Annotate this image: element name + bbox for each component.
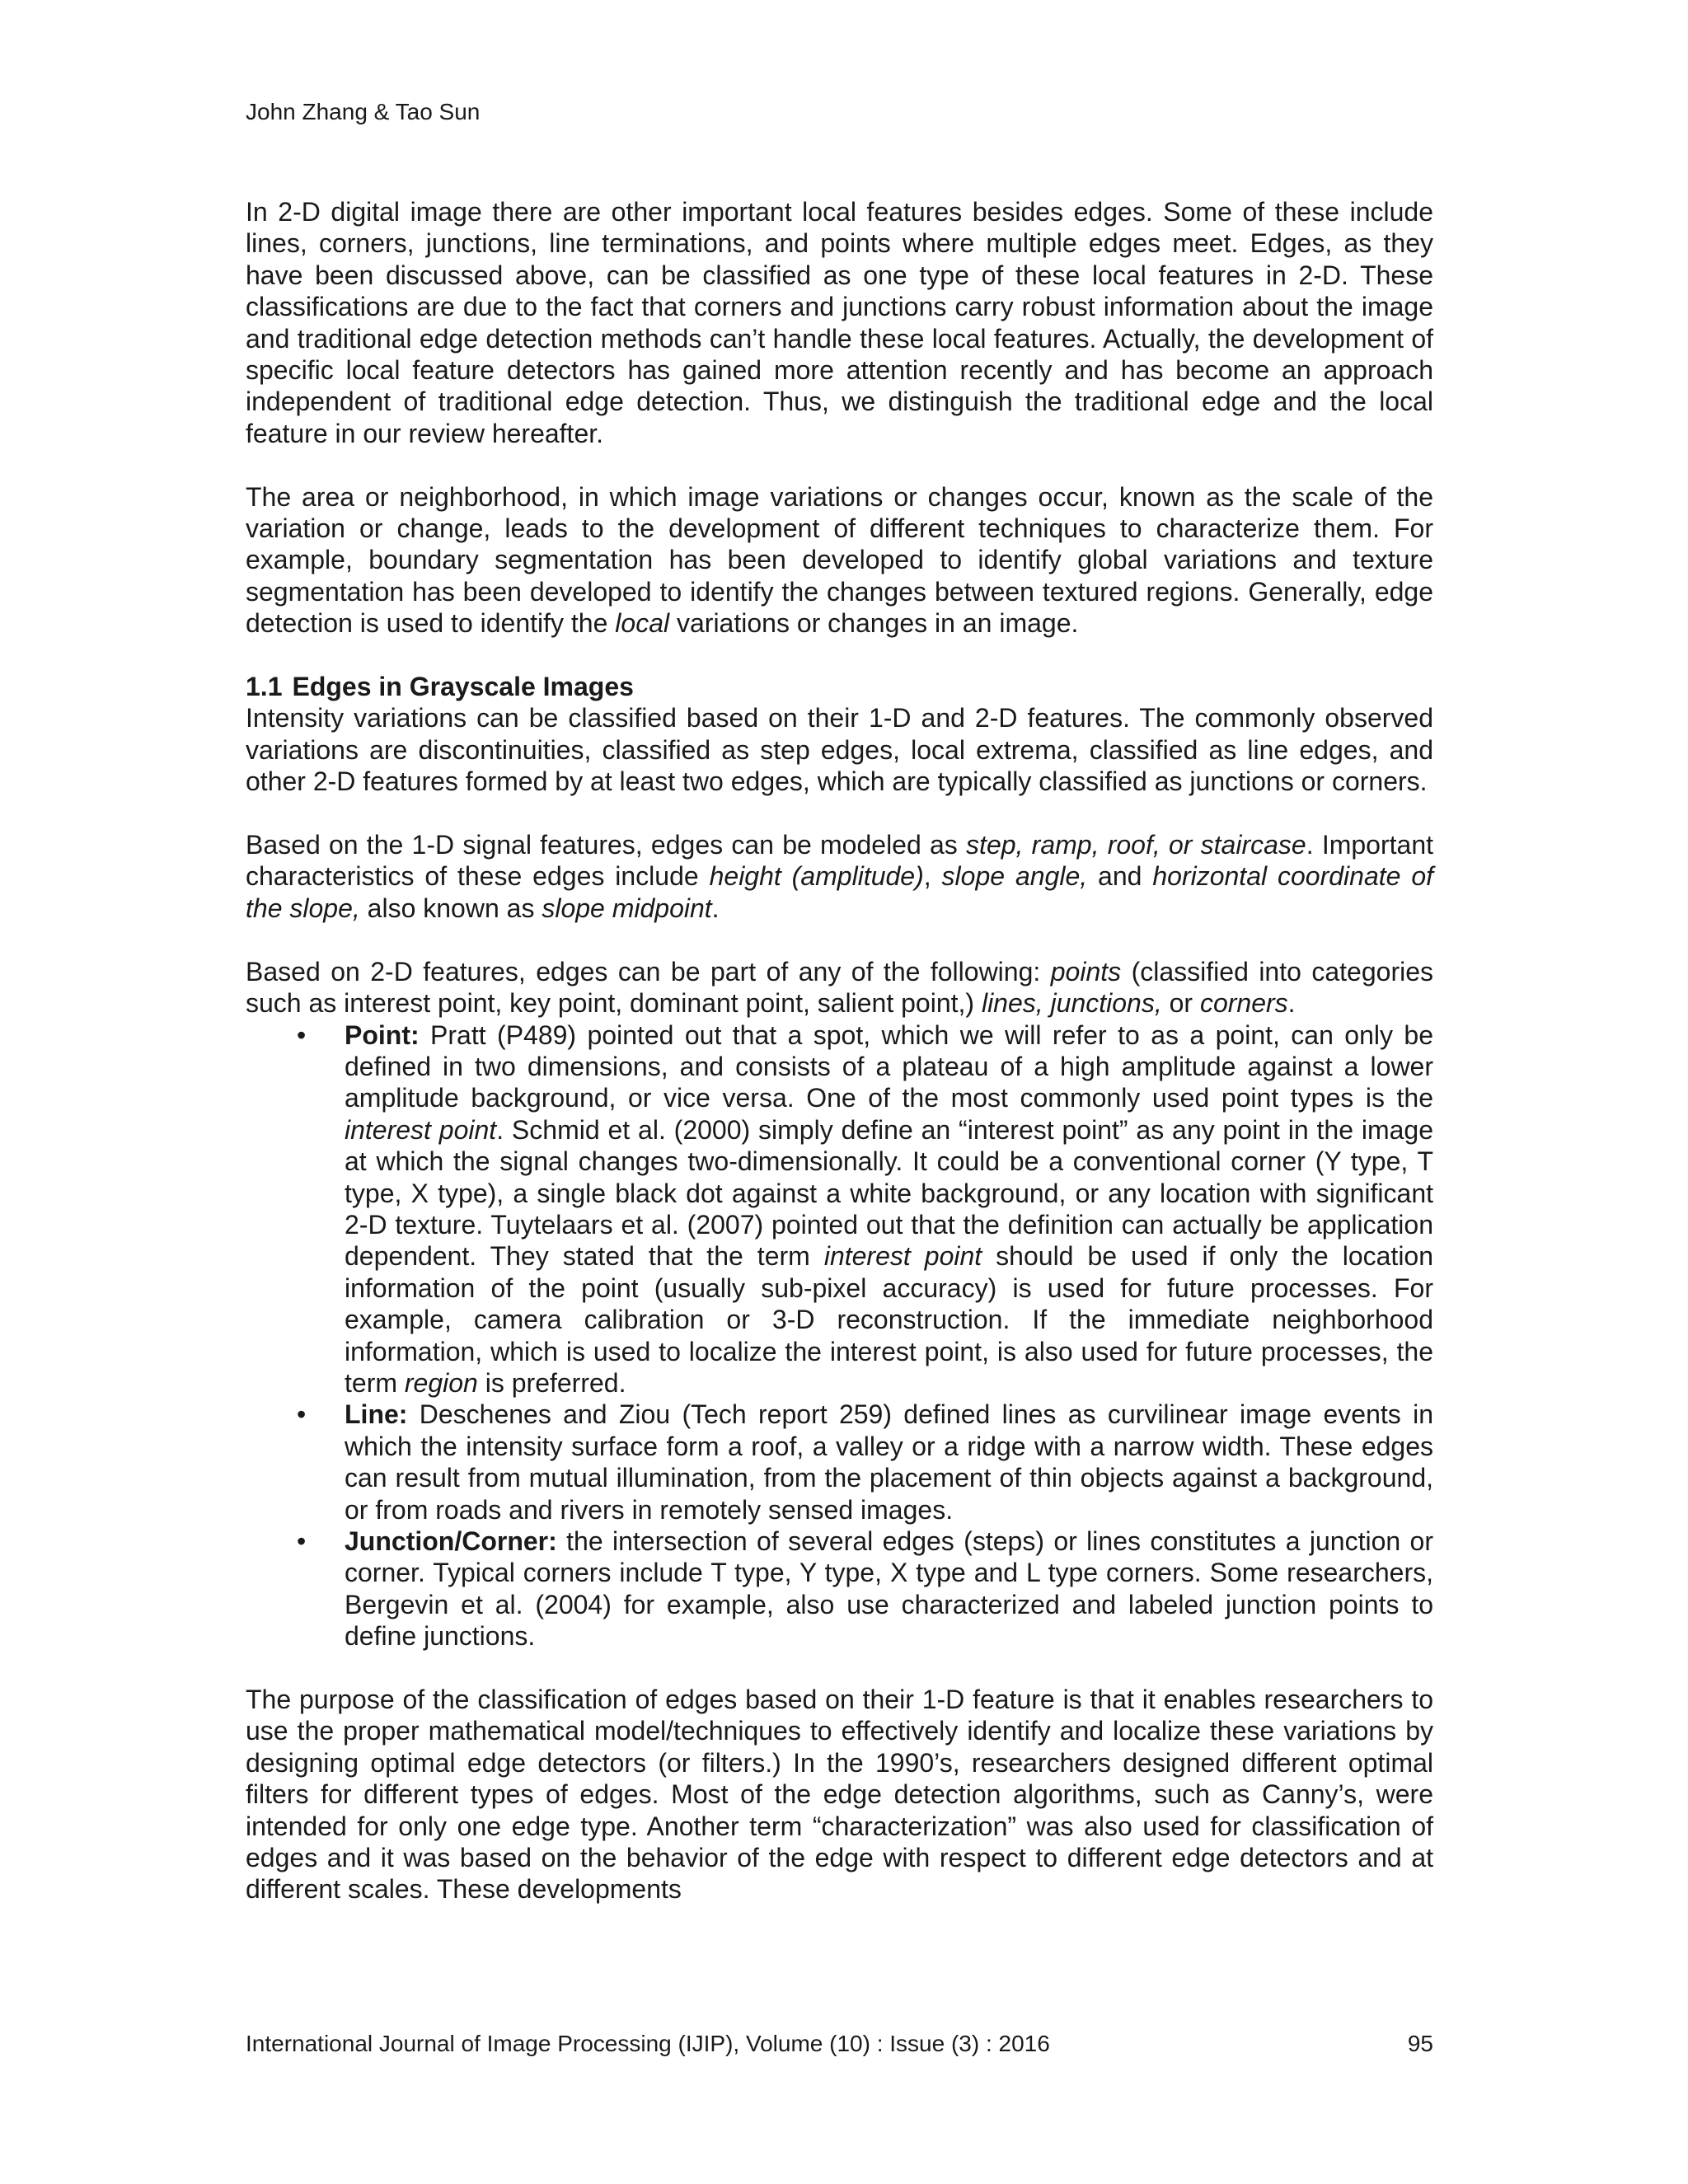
text-span: . Important characteristics of these edges include	[246, 830, 1434, 892]
page-footer	[246, 2029, 1433, 2059]
text-span: . Schmid et al. (2000) simply define an “interest point” as any point in the image at which the signal changes two-dimensionally. It could be a conventional corner (Y type, T type, X type), a single black dot against a white background, or any location with significant 2-D texture. Tuytelaars et al. (2007) pointed out that the definition can actually be application dependent. They stated that the term	[345, 1114, 1434, 1272]
emphasis: height (amplitude)	[709, 861, 924, 892]
emphasis: region	[404, 1367, 478, 1398]
text-span: also known as	[359, 893, 542, 923]
text-span: The area or neighborhood, in which image variations or changes occur, known as the scale of the variation or change, leads to the development of different techniques to characterize them. For example, boundary segmentation has been developed to identify global variations and texture segmentation has been developed to identify the changes between textured regions. Generally, edge detection is used to identify the	[246, 481, 1433, 639]
text-span: Deschenes and Ziou (Tech report 259) defined lines as curvilinear image events in which the intensity surface form a roof, a valley or a ridge with a narrow width. These edges can result from mutual illumination, from the placement of thin objects against a background, or from roads and rivers in remotely sensed images.	[345, 1399, 1433, 1525]
body-text	[246, 196, 1433, 1937]
paragraph-1d-features	[246, 829, 1433, 924]
emphasis: local	[615, 608, 670, 639]
paragraph-2d-features	[246, 956, 1433, 1019]
feature-bullet-list	[246, 1019, 1433, 1652]
paragraph-classification-purpose: The purpose of the classification of edges based on their 1-D feature is that it enables researchers to use the proper mathematical model/techniques to effectively identify and localize these variations by designing optimal edge detectors (or filters.) In the 1990’s, researchers designed different optimal filters for different types of edges. Most of the edge detection algorithms, such as Canny’s, were intended for only one edge type. Another term “characterization” was also used for classification of edges and it was based on the behavior of the edge with respect to different edge detectors and at different scales. These developments	[246, 1685, 1433, 1905]
text-span: the intersection of several edges (steps) or lines constitutes a junction or corner. Typical corners include T type, Y type, X type and L type corners. Some researchers, Bergevin et al. (2004) for example, also use characterized and labeled junction points to define junctions.	[345, 1526, 1433, 1652]
section-number: 1.1	[246, 672, 283, 702]
paragraph-scale	[246, 481, 1433, 640]
emphasis: slope midpoint	[542, 893, 712, 923]
bullet-label: Line:	[345, 1399, 408, 1430]
text-span: and	[1087, 861, 1153, 892]
text-span: Pratt (P489) pointed out that a spot, which we will refer to as a point, can only be defined in two dimensions, and consists of a plateau of a high amplitude against a lower amplitude background, or vice versa. One of the most commonly used point types is the	[345, 1019, 1433, 1113]
text-span: Based on 2-D features, edges can be part of any of the following:	[246, 956, 1051, 987]
bullet-label: Junction/Corner:	[345, 1526, 557, 1556]
journal-citation: International Journal of Image Processing (IJIP), Volume (10) : Issue (3) : 2016	[246, 2031, 1050, 2056]
emphasis: interest point	[823, 1241, 982, 1272]
running-head: John Zhang & Tao Sun	[246, 99, 481, 124]
bullet-junction-corner	[246, 1526, 1433, 1652]
text-span: Based on the 1-D signal features, edges can be modeled as	[246, 830, 967, 860]
paragraph-intensity-variations: Intensity variations can be classified based on their 1-D and 2-D features. The commonly observed variations are discontinuities, classified as step edges, local extrema, classified as line edges, and other 2-D features formed by at least two edges, which are typically classified as junctions or corners.	[246, 703, 1433, 797]
emphasis: horizontal coordinate of the slope,	[246, 861, 1434, 923]
bullet-marker: •	[297, 1019, 307, 1050]
bullet-marker: •	[297, 1399, 307, 1430]
bullet-label: Point:	[345, 1019, 420, 1050]
text-span: .	[711, 893, 720, 923]
emphasis: step, ramp, roof, or staircase	[966, 830, 1306, 860]
text-span: should be used if only the location information of the point (usually sub-pixel accuracy) is used for future processes. For example, camera calibration or 3-D reconstruction. If the immediate neighborhood information, which is used to localize the interest point, is also used for future processes, the term	[345, 1241, 1434, 1398]
bullet-marker: •	[297, 1526, 307, 1556]
emphasis: slope angle,	[941, 861, 1088, 892]
bullet-point	[246, 1019, 1433, 1399]
text-span: or	[1161, 988, 1200, 1019]
page-number: 95	[1407, 2031, 1433, 2056]
text-span: variations or changes in an image.	[669, 608, 1079, 639]
section-title: Edges in Grayscale Images	[292, 672, 634, 702]
bullet-line	[246, 1399, 1433, 1526]
emphasis: points	[1050, 956, 1122, 987]
text-span: (classified into categories such as interest point, key point, dominant point, salient point,)	[246, 956, 1434, 1019]
text-span: ,	[923, 861, 942, 892]
text-span: .	[1287, 988, 1296, 1019]
paragraph-local-features: In 2-D digital image there are other important local features besides edges. Some of these include lines, corners, junctions, line terminations, and points where multiple edges meet. Edges, as they have been discussed above, can be classified as one type of these local features in 2-D. These classifications are due to the fact that corners and junctions carry robust information about the image and traditional edge detection methods can’t handle these local features. Actually, the development of specific local feature detectors has gained more attention recently and has become an approach independent of traditional edge detection. Thus, we distinguish the traditional edge and the local feature in our review hereafter.	[246, 197, 1433, 448]
text-span: is preferred.	[477, 1367, 626, 1398]
emphasis: corners	[1199, 988, 1288, 1019]
emphasis: interest point	[345, 1114, 497, 1145]
section-heading	[246, 671, 1433, 702]
emphasis: lines, junctions,	[981, 988, 1162, 1019]
